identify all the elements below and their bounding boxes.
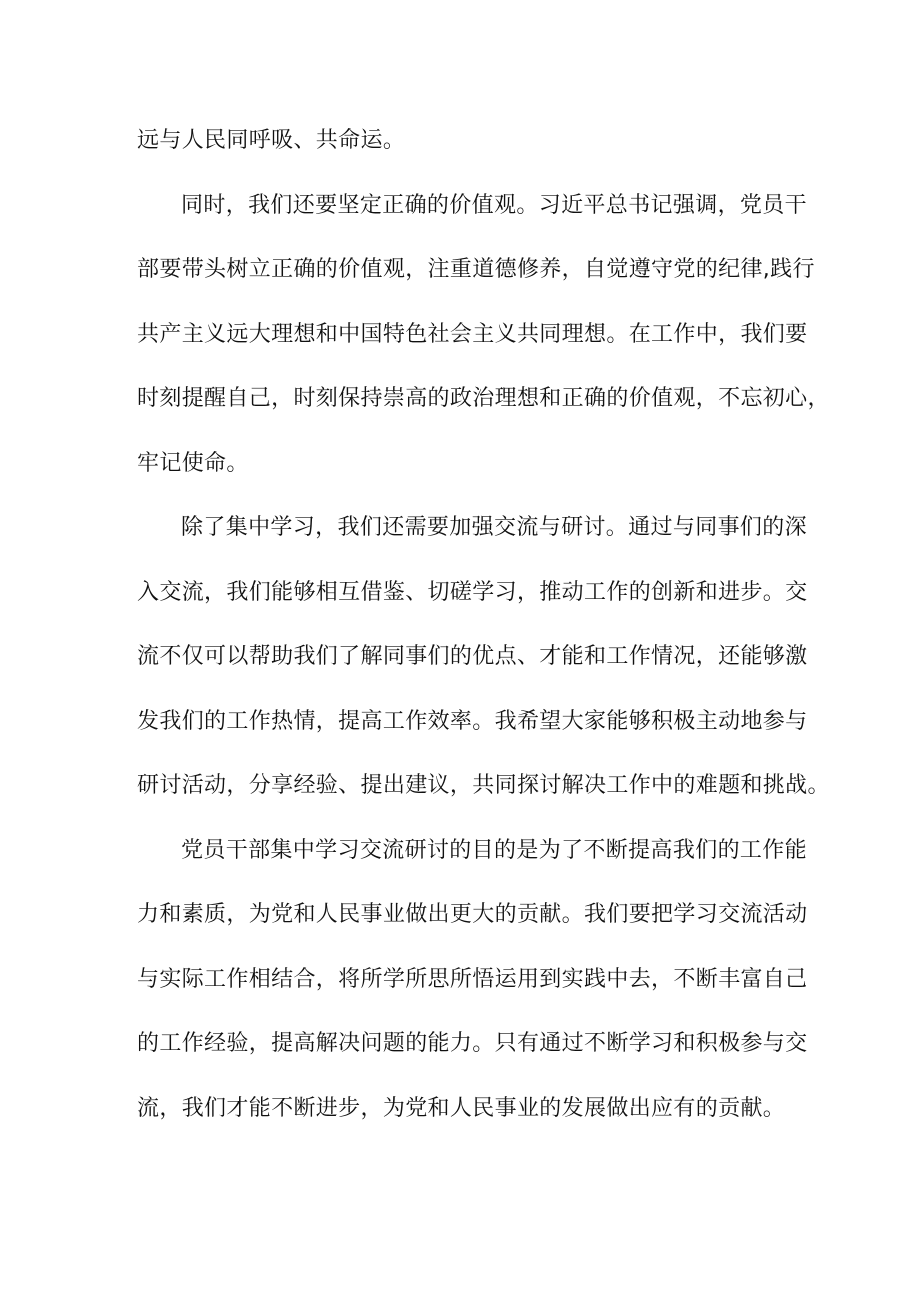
paragraph-2 (137, 174, 830, 497)
text-line: 时刻提醒自己，时刻保持崇高的政治理想和正确的价值观，不忘初心， (137, 386, 830, 411)
paragraph-3 (137, 496, 830, 819)
paragraph-1 (137, 109, 807, 174)
document-body (137, 109, 830, 1141)
text-line: 同时，我们还要坚定正确的价值观。习近平总书记强调，党员干 (181, 192, 807, 218)
text-line: 远与人民同呼吸、共命运。 (137, 128, 406, 153)
text-line: 与实际工作相结合，将所学所思所悟运用到实践中去，不断丰富自己 (137, 966, 808, 992)
text-line: 党员干部集中学习交流研讨的目的是为了不断提高我们的工作能 (181, 837, 807, 863)
text-line: 研讨活动，分享经验、提出建议，共同探讨解决工作中的难题和挑战。 (137, 773, 830, 798)
text-line: 除了集中学习，我们还需要加强交流与研讨。通过与同事们的深 (181, 515, 807, 540)
text-line: 流，我们才能不断进步，为党和人民事业的发展做出应有的贡献。 (137, 1095, 786, 1121)
paragraph-4 (137, 819, 807, 1142)
text-line: 发我们的工作热情，提高工作效率。我希望大家能够积极主动地参与 (137, 708, 808, 734)
text-line: 的工作经验，提高解决问题的能力。只有通过不断学习和积极参与交 (137, 1031, 808, 1056)
text-line: 部要带头树立正确的价值观，注重道德修养，自觉遵守党的纪律,践行 (137, 257, 815, 282)
text-line: 共产主义远大理想和中国特色社会主义共同理想。在工作中，我们要 (137, 321, 808, 347)
text-line: 入交流，我们能够相互借鉴、切磋学习，推动工作的创新和进步。交 (137, 579, 808, 605)
text-line: 牢记使命。 (137, 450, 249, 476)
text-line: 力和素质，为党和人民事业做出更大的贡献。我们要把学习交流活动 (137, 902, 808, 927)
text-line: 流不仅可以帮助我们了解同事们的优点、才能和工作情况，还能够激 (137, 644, 808, 669)
